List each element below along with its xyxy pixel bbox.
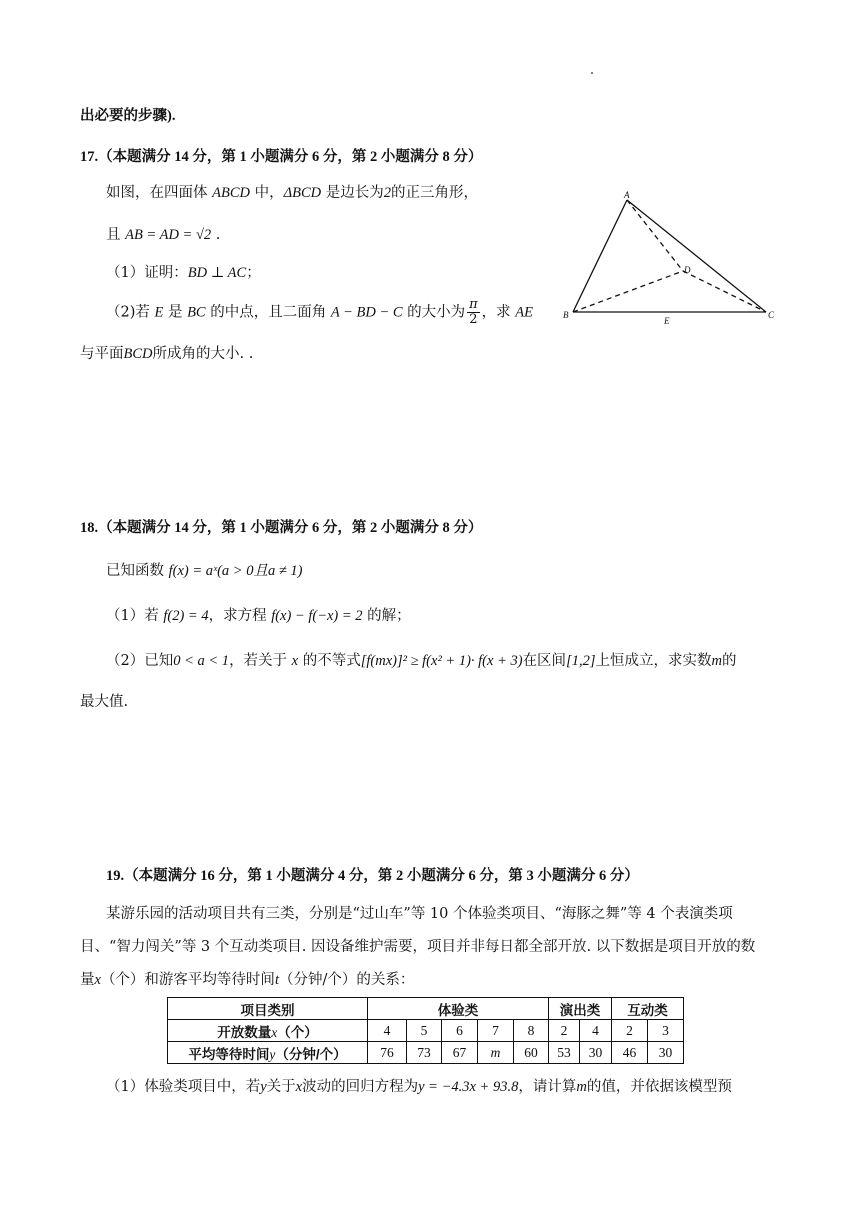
table-row [168, 1042, 684, 1064]
q19-para3: 量x（个）和游客平均等待时间t（分钟/个）的关系： [80, 972, 415, 988]
vertex-label-c: C [768, 310, 775, 320]
table-cell: 3 [648, 1020, 684, 1042]
q18-part2: （2）已知0 < a < 1，若关于 x 的不等式[f(mx)]² ≥ f(x² + 1)· f(x + 3)在区间[1,2]上恒成立，求实数m的 [106, 653, 737, 669]
vertex-label-b: B [563, 310, 569, 320]
q19-para1: 某游乐园的活动项目共有三类，分别是“过山车”等 10 个体验类项目、“海豚之舞”等 4 个表演类项 [106, 906, 733, 922]
table-cell: 7 [478, 1020, 514, 1042]
table-cell: 53 [549, 1042, 580, 1064]
q18-part1: （1）若 f(2) = 4，求方程 f(x) − f(−x) = 2 的解； [106, 608, 411, 624]
vertex-label-a: A [624, 190, 630, 200]
table-cell: 4 [580, 1020, 612, 1042]
table-cell: 2 [549, 1020, 580, 1042]
table-cell: 5 [407, 1020, 442, 1042]
q18-part2-tail: 最大值. [80, 694, 129, 710]
table-cell: 30 [580, 1042, 612, 1064]
table-cell: 30 [648, 1042, 684, 1064]
table-cell: 6 [442, 1020, 478, 1042]
intro-tail: 出必要的步骤). [80, 108, 176, 124]
table-row [168, 998, 684, 1020]
table-cell: 73 [407, 1042, 442, 1064]
edge-ad [627, 200, 683, 271]
table-header-interactive: 互动类 [612, 998, 684, 1020]
table-cell: 2 [612, 1020, 648, 1042]
data-table [167, 997, 684, 1064]
q17-line2: 且 AB = AD = √2 . [106, 227, 221, 243]
q17-line3: 与平面BCD所成角的大小. . [80, 346, 254, 362]
q17-part2: （2)若 E 是 BC 的中点，且二面角 A − BD − C 的大小为 $\frac{\pi}{2}$ ，求 AE [106, 297, 533, 327]
q18-definition: 已知函数 f(x) = aˣ(a > 0且a ≠ 1) [106, 563, 303, 579]
edge-dc [683, 271, 766, 312]
q17-part1: （1）证明：BD ⊥ AC； [106, 265, 261, 281]
table-cell: 4 [368, 1020, 407, 1042]
table-cell: 76 [368, 1042, 407, 1064]
table-cell: m [478, 1042, 514, 1064]
q17-header: 17.（本题满分 14 分，第 1 小题满分 6 分，第 2 小题满分 8 分） [80, 149, 483, 165]
table-header-show: 演出类 [549, 998, 612, 1020]
table-header-category: 项目类别 [168, 998, 368, 1020]
table-header-experience: 体验类 [368, 998, 549, 1020]
table-cell: 46 [612, 1042, 648, 1064]
q17-line1: 如图，在四面体 ABCD 中，ΔBCD 是边长为2的正三角形， [106, 185, 478, 201]
vertex-label-d: D [684, 265, 691, 275]
q18-header: 18.（本题满分 14 分，第 1 小题满分 6 分，第 2 小题满分 8 分） [80, 520, 483, 536]
table-row-label-wait: 平均等待时间y（分钟/个） [168, 1042, 368, 1064]
table-cell: 67 [442, 1042, 478, 1064]
pi-over-2-fraction: $\frac{\pi}{2}$ [469, 297, 478, 327]
table-row [168, 1020, 684, 1042]
table-cell: 8 [514, 1020, 549, 1042]
q19-para2: 目、“智力闯关”等 3 个互动类项目. 因设备维护需要，项目并非每日都全部开放. 以下数据是项目开放的数 [80, 939, 756, 955]
scan-dot [591, 72, 593, 74]
edge-ac [627, 200, 766, 312]
q19-part1: （1）体验类项目中，若y关于x波动的回归方程为y = −4.3x + 93.8，请计算m的值，并依据该模型预 [106, 1079, 732, 1095]
point-label-e: E [664, 316, 670, 326]
tetrahedron-figure [555, 185, 785, 330]
q19-header: 19.（本题满分 16 分，第 1 小题满分 4 分，第 2 小题满分 6 分，第 3 小题满分 6 分） [106, 868, 639, 884]
table-cell: 60 [514, 1042, 549, 1064]
table-row-label-count: 开放数量x（个） [168, 1020, 368, 1042]
